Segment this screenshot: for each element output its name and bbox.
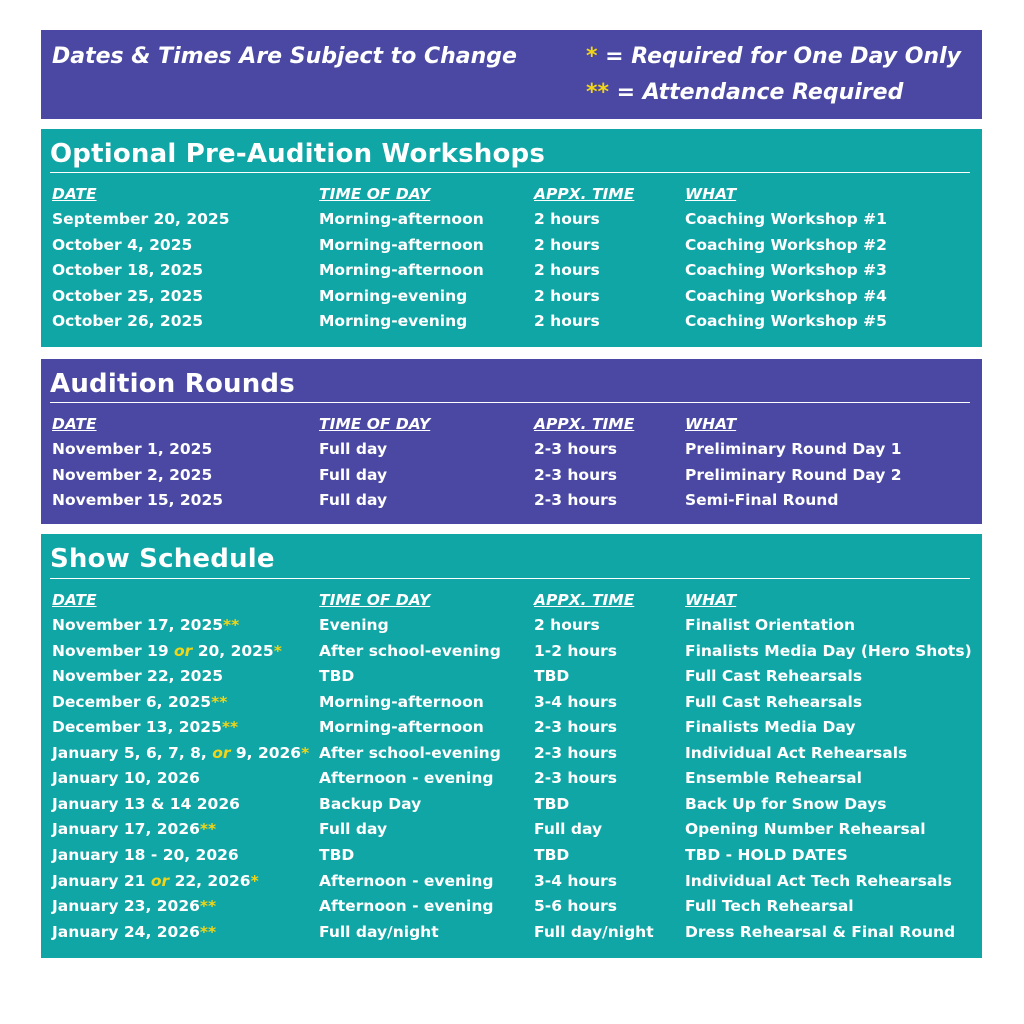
or-connector: or [212,743,231,762]
required-one-day-marker: * [301,743,310,762]
appx-time-cell: Full day/night [534,922,654,941]
column-header-appx-time: APPX. TIME [534,591,635,609]
appx-time-cell: 2-3 hours [534,491,617,510]
date-text: January 5, 6, 7, 8, [52,743,213,762]
section-audition-rounds [41,359,982,524]
date-cell [52,718,238,736]
date-cell [52,642,282,660]
date-cell: November 2, 2025 [52,465,213,484]
date-cell [52,693,227,711]
section-title: Audition Rounds [50,369,295,399]
what-cell: Ensemble Rehearsal [685,769,862,788]
what-cell: Dress Rehearsal & Final Round [685,922,956,941]
column-header-time-of-day: TIME OF DAY [319,591,431,609]
date-cell [52,769,200,787]
column-header-date: DATE [52,185,97,203]
appx-time-cell: TBD [534,794,570,813]
what-cell: Preliminary Round Day 1 [685,440,902,458]
appx-time-cell: Full day [534,820,603,839]
date-text: November 17, 2025 [52,616,224,634]
time-of-day-cell: Morning-evening [319,312,468,331]
legend-attendance-required [586,80,903,105]
date-cell: November 15, 2025 [52,491,224,510]
what-cell: Coaching Workshop #1 [685,210,887,228]
what-cell: Coaching Workshop #5 [685,312,887,331]
date-cell [52,820,216,838]
appx-time-cell: 2-3 hours [534,769,617,788]
date-text: 22, 2026 [169,871,251,890]
attendance-required-marker: ** [199,897,217,916]
legend-attendance-required-text: = Attendance Required [609,80,904,105]
required-one-day-marker: * [250,871,259,890]
what-cell: Coaching Workshop #3 [685,261,887,280]
date-text: November 22, 2025 [52,667,224,686]
time-of-day-cell: TBD [319,845,355,864]
appx-time-cell: 3-4 hours [534,871,617,890]
date-text: January 13 & 14 2026 [52,794,240,813]
column-header-time-of-day: TIME OF DAY [319,185,431,203]
date-text: 9, 2026 [230,743,302,762]
section-pre-audition-workshops [41,129,982,347]
appx-time-cell: 2 hours [534,616,600,634]
date-cell [52,923,216,941]
section-divider [50,402,970,403]
double-asterisk-marker: ** [586,80,610,105]
date-cell [52,897,216,915]
time-of-day-cell: Morning-afternoon [319,210,484,228]
date-cell: October 26, 2025 [52,312,204,331]
section-show-schedule [41,534,982,958]
appx-time-cell: 2 hours [534,312,600,331]
what-cell: Finalist Orientation [685,616,856,634]
date-cell: October 18, 2025 [52,261,204,280]
time-of-day-cell: Full day [319,465,388,484]
what-cell: Full Tech Rehearsal [685,897,854,916]
legend-required-one-day-text: = Required for One Day Only [597,44,961,69]
column-header-what: WHAT [685,591,737,609]
time-of-day-cell: Afternoon - evening [319,897,494,916]
time-of-day-cell: Full day [319,820,388,839]
column-header-what: WHAT [685,185,737,203]
what-cell: Finalists Media Day [685,718,856,737]
date-text: January 24, 2026 [52,922,200,941]
appx-time-cell: TBD [534,845,570,864]
or-connector: or [174,641,193,660]
appx-time-cell: 2-3 hours [534,718,617,737]
date-cell: October 25, 2025 [52,286,204,305]
time-of-day-cell: After school-evening [319,743,501,762]
date-text: November 19 [52,641,175,660]
column-header-date: DATE [52,415,97,433]
appx-time-cell: 5-6 hours [534,897,617,916]
time-of-day-cell: Full day [319,440,388,458]
date-text: January 10, 2026 [52,769,200,788]
column-header-what: WHAT [685,415,737,433]
date-text: December 13, 2025 [52,718,222,737]
column-header-appx-time: APPX. TIME [534,185,635,203]
date-text: January 21 [52,871,151,890]
what-cell: Finalists Media Day (Hero Shots) [685,641,972,660]
attendance-required-marker: ** [199,922,217,941]
time-of-day-cell: Backup Day [319,794,422,813]
time-of-day-cell: Morning-afternoon [319,718,484,737]
section-divider [50,578,970,579]
column-header-time-of-day: TIME OF DAY [319,415,431,433]
date-cell [52,846,239,864]
appx-time-cell: 2-3 hours [534,465,617,484]
appx-time-cell: 2 hours [534,286,600,305]
required-one-day-marker: * [273,641,282,660]
disclaimer-banner [41,30,982,119]
date-cell [52,667,223,685]
what-cell: Individual Act Rehearsals [685,743,908,762]
what-cell: Preliminary Round Day 2 [685,465,902,484]
what-cell: Back Up for Snow Days [685,794,887,813]
legend-required-one-day [586,44,961,69]
time-of-day-cell: TBD [319,667,355,686]
appx-time-cell: 2-3 hours [534,743,617,762]
what-cell: Coaching Workshop #2 [685,235,887,254]
column-header-date: DATE [52,591,97,609]
what-cell: Coaching Workshop #4 [685,286,887,305]
what-cell: Full Cast Rehearsals [685,692,863,711]
time-of-day-cell: Afternoon - evening [319,769,494,788]
section-title: Show Schedule [50,544,275,574]
column-header-appx-time: APPX. TIME [534,415,635,433]
change-notice: Dates & Times Are Subject to Change [52,44,517,69]
what-cell: Semi-Final Round [685,491,839,510]
time-of-day-cell: Afternoon - evening [319,871,494,890]
attendance-required-marker: ** [223,616,240,634]
appx-time-cell: 2 hours [534,235,600,254]
date-cell [52,744,309,762]
single-asterisk-marker: * [586,44,598,69]
what-cell: Individual Act Tech Rehearsals [685,871,952,890]
date-text: January 17, 2026 [52,820,200,839]
time-of-day-cell: Full day [319,491,388,510]
appx-time-cell: 1-2 hours [534,641,617,660]
appx-time-cell: TBD [534,667,570,686]
date-cell [52,872,259,890]
date-text: December 6, 2025 [52,692,212,711]
appx-time-cell: 2-3 hours [534,440,617,458]
appx-time-cell: 3-4 hours [534,692,617,711]
section-title: Optional Pre-Audition Workshops [50,139,546,169]
what-cell: TBD - HOLD DATES [685,845,848,864]
time-of-day-cell: Evening [319,616,389,634]
appx-time-cell: 2 hours [534,210,600,228]
date-text: January 18 - 20, 2026 [52,845,239,864]
attendance-required-marker: ** [199,820,217,839]
what-cell: Full Cast Rehearsals [685,667,863,686]
date-text: January 23, 2026 [52,897,200,916]
time-of-day-cell: Morning-afternoon [319,261,484,280]
date-cell [52,616,239,634]
date-text: 20, 2025 [192,641,274,660]
time-of-day-cell: Morning-afternoon [319,692,484,711]
attendance-required-marker: ** [211,692,228,711]
appx-time-cell: 2 hours [534,261,600,280]
date-cell: October 4, 2025 [52,235,193,254]
time-of-day-cell: After school-evening [319,641,501,660]
section-divider [50,172,970,173]
attendance-required-marker: ** [221,718,239,737]
time-of-day-cell: Full day/night [319,922,439,941]
what-cell: Opening Number Rehearsal [685,820,926,839]
time-of-day-cell: Morning-afternoon [319,235,484,254]
time-of-day-cell: Morning-evening [319,286,468,305]
or-connector: or [150,871,170,890]
date-cell: September 20, 2025 [52,210,230,228]
date-cell: November 1, 2025 [52,440,213,458]
date-cell [52,795,240,813]
